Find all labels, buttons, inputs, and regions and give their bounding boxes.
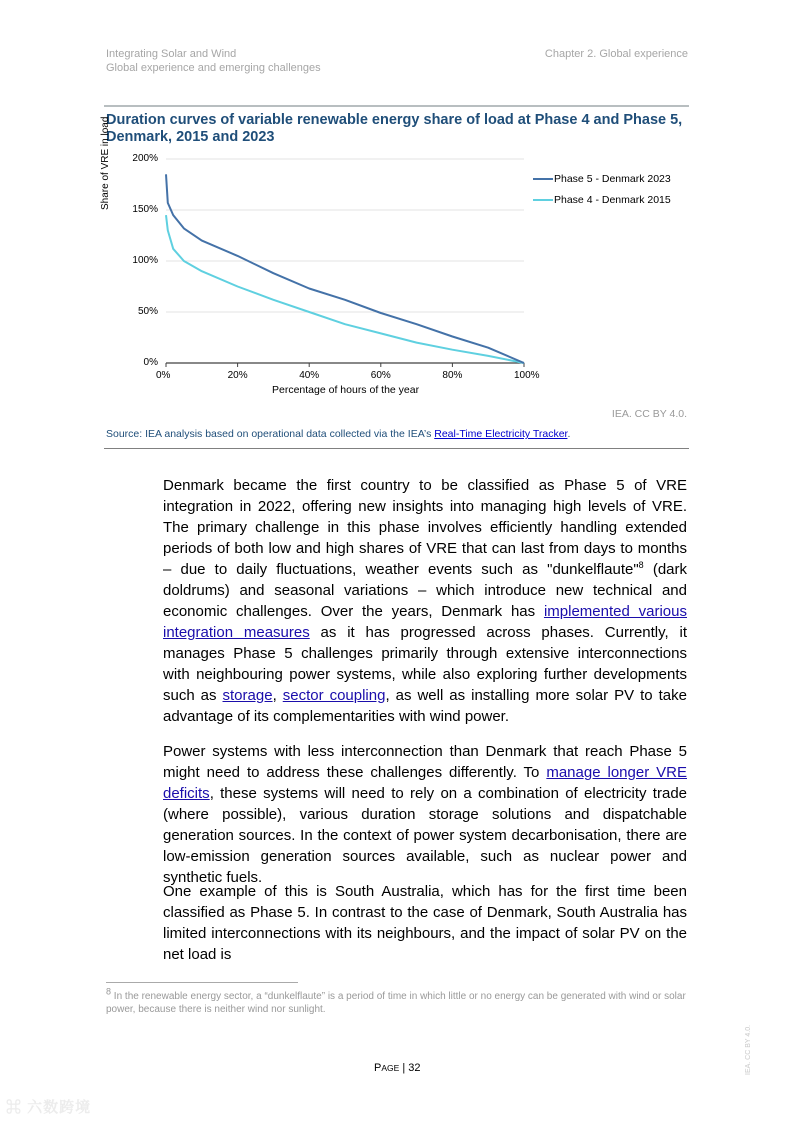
storage-link[interactable]: storage	[222, 687, 273, 704]
y-axis-title: Share of VRE in load	[100, 116, 111, 210]
page-number: PAGE | 32	[374, 1062, 421, 1074]
chapter-header: Chapter 2. Global experience	[544, 48, 688, 60]
report-title: Integrating Solar and Wind	[106, 48, 237, 60]
legend-swatch	[533, 199, 553, 202]
integration-measures-link[interactable]: implemented various integration measures	[163, 603, 687, 641]
footnote: $^8$ In the renewable energy sector, a “dunkelflaute” is a period of time in which little or no energy can be generated with wind or solar power, because there is neither wind nor sunlight.	[106, 986, 686, 1015]
legend-item-phase5	[533, 173, 671, 185]
x-tick-label: 20%	[227, 370, 248, 381]
paragraph-denmark: Denmark became the first country to be classified as Phase 5 of VRE integration in 2022, offering new insights into managing high levels of VRE. The primary challenge in this phase involves efficiently handling extended periods of both low and high shares of VRE that can last from days to months – due to daily fluctuations, weather events such as "dunkelflaute"$^8$ (dark doldrums) and seasonal variations – which introduce new technical and economic challenges. Over the years, Denmark has implemented various integration measures as it has progressed across phases. Currently, it manages Phase 5 challenges primarily through extensive interconnections with neighbouring power systems, while also exploring further developments such as storage, sector coupling, as well as installing more solar PV to take advantage of its complementarities with wind power.	[163, 477, 688, 725]
x-tick-label: 60%	[370, 370, 391, 381]
figure-bottom-rule	[104, 448, 689, 449]
paragraph-less-interconnection: Power systems with less interconnection than Denmark that reach Phase 5 might need to address these challenges differently. To manage longer VRE deficits, these systems will need to rely on a combination of electricity trade (where possible), various duration storage solutions and dispatchable generation sources. In the context of power system decarbonisation, there are low-emission generation sources available, such as nuclear power and synthetic fuels.	[163, 743, 687, 886]
watermark: ⌘ 六数跨境	[6, 1099, 92, 1116]
legend-item-phase4	[533, 194, 671, 206]
sector-coupling-link[interactable]: sector coupling	[282, 687, 386, 704]
chart-plot-area	[104, 150, 694, 400]
x-tick-label: 40%	[299, 370, 320, 381]
report-subtitle: Global experience and emerging challenges	[106, 62, 321, 74]
figure-source: Source: IEA analysis based on operational data collected via the IEA’s Real-Time Electricity Tracker.	[106, 428, 571, 440]
figure-credit: IEA. CC BY 4.0.	[611, 408, 687, 420]
figure-top-rule	[104, 105, 689, 107]
running-header-left	[106, 47, 321, 75]
side-credit: IEA. CC BY 4.0.	[745, 1024, 752, 1075]
footnote-ref[interactable]: 8	[638, 560, 644, 570]
vre-deficits-link[interactable]: manage longer VRE deficits	[163, 764, 687, 802]
series-line	[166, 215, 524, 363]
x-axis-title: Percentage of hours of the year	[272, 384, 420, 396]
real-time-electricity-tracker-link[interactable]: Real-Time Electricity Tracker	[434, 428, 568, 440]
legend-label: Phase 5 - Denmark 2023	[554, 173, 671, 185]
y-tick-label: 50%	[137, 306, 158, 317]
y-tick-label: 200%	[132, 153, 158, 164]
y-tick-label: 150%	[132, 204, 158, 215]
series-line	[166, 174, 524, 363]
y-tick-label: 100%	[132, 255, 158, 266]
x-tick-label: 0%	[156, 370, 171, 381]
line-chart	[104, 150, 694, 400]
x-tick-label: 100%	[514, 370, 540, 381]
x-tick-label: 80%	[442, 370, 463, 381]
figure-title: Duration curves of variable renewable energy share of load at Phase 4 and Phase 5, Denmark, 2015 and 2023	[106, 112, 683, 145]
paragraph-south-australia: One example of this is South Australia, which has for the first time been classified as Phase 5. In contrast to the case of Denmark, South Australia has limited interconnections with its neighbours, and the impact of solar PV on the net load is	[163, 883, 687, 963]
legend-label: Phase 4 - Denmark 2015	[554, 194, 671, 206]
footnote-rule	[106, 982, 298, 983]
y-tick-label: 0%	[143, 357, 158, 368]
legend-swatch	[533, 178, 553, 181]
